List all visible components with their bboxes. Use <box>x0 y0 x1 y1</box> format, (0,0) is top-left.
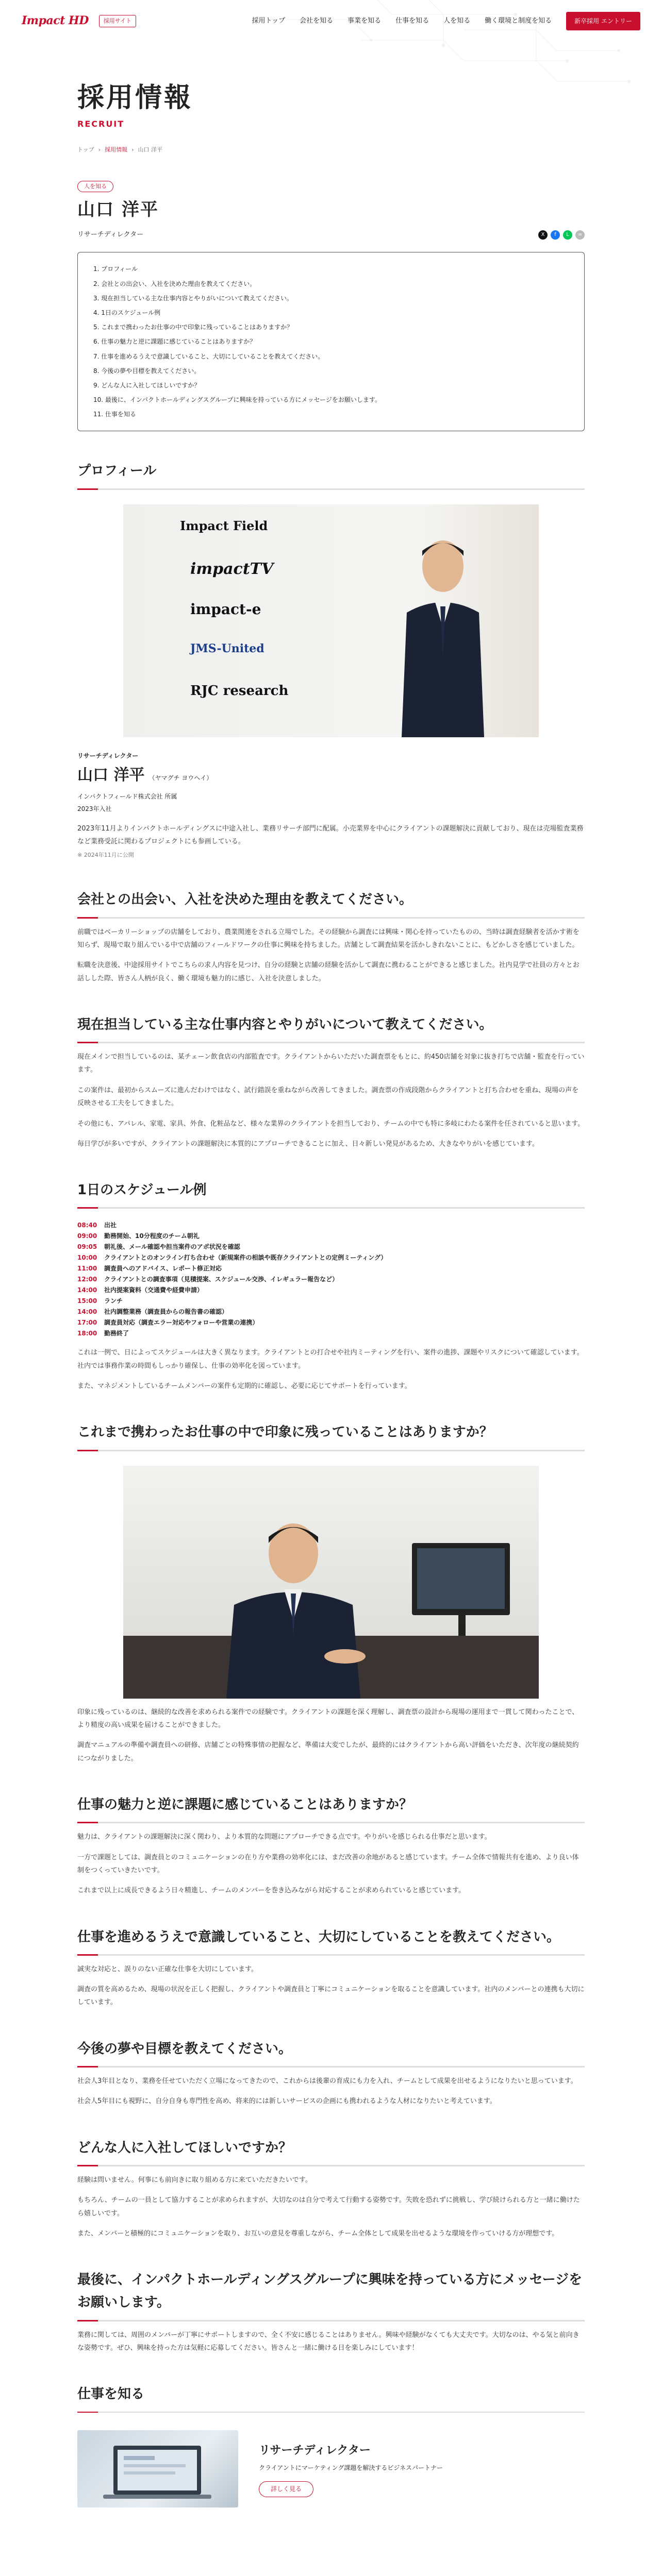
schedule-desc: クライアントとのオンライン打ち合わせ（新規案件の相談や既存クライアントとの定例ミーティング） <box>104 1254 387 1262</box>
schedule-time: 12:00 <box>77 1276 97 1283</box>
paragraph: もちろん、チームの一員として協力することが求められますが、大切なのは自分で考えて行動する姿勢です。失敗を恐れずに挑戦し、学び続けられる方と一緒に働けたら嬉しいです。 <box>77 2196 580 2217</box>
schedule-list <box>77 1220 585 1339</box>
paragraph: 毎日学びが多いですが、クライアントの課題解決に本質的にアプローチできることに加え、日々新しい発見があるため、大きなやりがいを感じています。 <box>77 1140 539 1148</box>
toc-item[interactable]: 6. 仕事の魅力と逆に課題に感じていることはありますか？ <box>93 338 256 346</box>
breadcrumb-current: 山口 洋平 <box>138 146 162 153</box>
schedule-row <box>77 1252 585 1263</box>
laptop-illustration <box>77 2430 238 2507</box>
schedule-row <box>77 1317 585 1328</box>
paragraph: また、マネジメントしているチームメンバーの案件も定期的に確認し、必要に応じてサポートを行っています。 <box>77 1382 411 1391</box>
paragraph: 経験は問いません。何事にも前向きに取り組める方に来ていただきたいです。 <box>77 2176 312 2184</box>
section-title-wanted: どんな人に入社してほしいですか？ <box>77 2137 585 2166</box>
profile-kana: （ヤマグチ ヨウヘイ） <box>148 774 213 782</box>
paragraph: 社会人3年目となり、業務を任せていただく立場になってきたので、これからは後輩の育成にも力を入れ、チームとして成果を出せるようになりたいと思っています。 <box>77 2077 577 2085</box>
section-title-schedule: 1日のスケジュール例 <box>77 1179 585 1209</box>
profile-photo <box>123 504 539 737</box>
paragraph: 調査の質を高めるため、現場の状況を正しく把握し、クライアントや調査員と丁寧にコミュニケーションを取ることを意識しています。社内のメンバーとの連携も大切にしています。 <box>77 1986 585 2007</box>
nav-recruit-top[interactable]: 採用トップ <box>252 16 286 25</box>
schedule-desc: 朝礼後、メール確認や担当案件のアポ状況を確認 <box>104 1243 240 1251</box>
article <box>77 155 585 2508</box>
section-title-mindset: 仕事を進めるうえで意識していること、大切にしていることを教えてください。 <box>77 1926 585 1956</box>
toc-item[interactable]: 8. 今後の夢や目標を教えてください。 <box>93 367 201 375</box>
schedule-time: 15:00 <box>77 1297 97 1305</box>
paragraph: これまで以上に成長できるよう日々精進し、チームのメンバーを巻き込みながら対応することが求められていると感じています。 <box>77 1887 466 1895</box>
link-copy-icon[interactable]: ∞ <box>575 230 585 240</box>
nav-people[interactable]: 人を知る <box>443 16 471 25</box>
schedule-desc: 調査員対応（調査エラー対応やフォローや営業の連携） <box>104 1319 259 1327</box>
schedule-desc: 勤務開始、10分程度のチーム朝礼 <box>104 1232 200 1240</box>
paragraph: 業務に関しては、周囲のメンバーが丁寧にサポートしますので、全く不安に感じることはありません。興味や経験がなくても大丈夫です。大切なのは、やる気と前向きな姿勢です。ぜひ、興味を持った方は気軽に応募してください。皆さんと一緒に働ける日を楽しみにしています！ <box>77 2331 580 2352</box>
nav-environment[interactable]: 働く環境と制度を知る <box>485 16 552 25</box>
schedule-desc: 社内調整業務（調査員からの報告書の確認） <box>104 1308 228 1316</box>
toc-item[interactable]: 1. プロフィール <box>93 265 138 273</box>
breadcrumb <box>0 145 662 155</box>
site-header <box>0 0 662 42</box>
paragraph: 前職ではベーカリーショップの店舗をしており、農業関連をされる立場でした。その経験から調査には興味・関心を持っていたものの、当時は調査経験者を活かす術を知らず、現場で取り組んでいる中で店舗のフィールドワークの仕事に興味を持ちました。店舗として調査結果を活かしきれないことに、もどかしさを感じていました。 <box>77 928 580 949</box>
job-card[interactable] <box>77 2430 585 2507</box>
breadcrumb-separator: › <box>98 146 101 153</box>
schedule-time: 09:05 <box>77 1243 97 1251</box>
schedule-row <box>77 1274 585 1285</box>
section-title-dream: 今後の夢や目標を教えてください。 <box>77 2038 585 2067</box>
toc-item[interactable]: 11. 仕事を知る <box>93 411 136 418</box>
global-nav <box>252 12 640 30</box>
nav-jobs[interactable]: 仕事を知る <box>395 16 429 25</box>
profile-name-text: 山口 洋平 <box>77 766 145 785</box>
paragraph: また、メンバーと積極的にコミュニケーションを取り、お互いの意見を尊重しながら、チーム全体として成果を出せるような環境を作っていける方が理想です。 <box>77 2229 559 2238</box>
toc-item[interactable]: 4. 1日のスケジュール例 <box>93 309 161 316</box>
schedule-time: 11:00 <box>77 1265 97 1273</box>
facebook-share-icon[interactable]: f <box>551 230 560 240</box>
profile-joined: 2023年入社 <box>77 805 112 813</box>
paragraph: この案件は、最初からスムーズに進んだわけではなく、試行錯誤を重ねながら改善してきました。調査票の作成段階からクライアントと打ち合わせを重ね、現場の声を反映させる工夫をしてきました。 <box>77 1086 579 1108</box>
line-share-icon[interactable]: L <box>563 230 572 240</box>
schedule-desc: 調査員へのアドバイス、レポート修正対応 <box>104 1265 222 1273</box>
breadcrumb-top[interactable]: トップ <box>77 146 94 153</box>
person-role-row <box>77 229 585 241</box>
toc-item[interactable]: 10. 最後に、インパクトホールディングスグループに興味を持っている方にメッセージをお願いします。 <box>93 396 381 404</box>
page-title: 採用情報 <box>77 82 193 113</box>
paragraph: 調査マニュアルの準備や調査員への研修、店舗ごとの特殊事情の把握など、準備は大変でしたが、最終的にはクライアントから高い評価をいただき、次年度の継続契約につながりました。 <box>77 1741 579 1762</box>
paragraph: 現在メインで担当しているのは、某チェーン飲食店の内部監査です。クライアントからいただいた調査票をもとに、約450店舗を対象に抜き打ちで店舗・監査を行っています。 <box>77 1053 585 1074</box>
category-tag[interactable]: 人を知る <box>77 181 113 193</box>
schedule-time: 09:00 <box>77 1232 97 1240</box>
logo-text: Impact HD <box>22 14 89 28</box>
schedule-desc: ランチ <box>104 1297 123 1305</box>
schedule-time: 14:00 <box>77 1286 97 1294</box>
paragraph: 魅力は、クライアントの課題解決に深く関わり、より本質的な問題にアプローチできる点です。やりがいを感じられる仕事だと思います。 <box>77 1833 491 1841</box>
paragraph: 転職を決意後、中途採用サイトでこちらの求人内容を見つけ、自分の経験と店舗の経験を活かして調査に携わることができると感じました。社内見学で社員の方々とお話しした際、皆さん人柄が良く、働く環境も魅力的に感じ、入社を決意しました。 <box>77 961 580 982</box>
schedule-row <box>77 1307 585 1317</box>
section-title-work: 現在担当している主な仕事内容とやりがいについて教えてください。 <box>77 1013 585 1043</box>
paragraph: これは一例で、日によってスケジュールは大きく異なります。クライアントとの打合せや社内ミーティングを行い、案件の進捗、課題やリスクについて確認しています。社内では事務作業の時間もしっかり確保し、仕事の効率化を図っています。 <box>77 1349 584 1370</box>
entry-button[interactable]: 新卒採用 エントリー <box>566 12 640 30</box>
schedule-time: 10:00 <box>77 1254 97 1262</box>
schedule-desc: 社内提案資料（交通費や経費申請） <box>104 1286 204 1294</box>
schedule-row <box>77 1296 585 1307</box>
sign-logo-line: impact-e <box>190 600 261 618</box>
breadcrumb-separator: › <box>131 146 134 153</box>
nav-company[interactable]: 会社を知る <box>300 16 334 25</box>
page-subtitle: RECRUIT <box>77 119 125 129</box>
person-role: リサーチディレクター <box>77 231 144 239</box>
toc-item[interactable]: 7. 仕事を進めるうえで意識していること、大切にしていることを教えてください。 <box>93 352 324 360</box>
schedule-time: 18:00 <box>77 1330 97 1337</box>
paragraph: 印象に残っているのは、継続的な改善を求められる案件での経験です。クライアントの課題を深く理解し、調査票の設計から現場の運用まで一貫して関わったことで、より精度の高い成果を届けることができました。 <box>77 1708 579 1729</box>
interview-scene <box>123 1466 539 1699</box>
section-title-impression: これまで携わったお仕事の中で印象に残っていることはありますか？ <box>77 1421 585 1451</box>
schedule-time: 14:00 <box>77 1308 97 1316</box>
person-name: 山口 洋平 <box>77 199 159 221</box>
sign-logo-line: Impact Field <box>180 518 268 533</box>
paragraph: 一方で課題としては、調査員とのコミュニケーションの在り方や業務の効率化には、まだ改善の余地があると感じています。チーム全体で情報共有を進め、より良い体制をつくっていきたいです。 <box>77 1853 579 1874</box>
profile-role: リサーチディレクター <box>77 752 139 759</box>
profile-company: インパクトフィールド株式会社 所属 <box>77 793 177 801</box>
section-title-jobs: 仕事を知る <box>77 2383 585 2413</box>
profile-note: ※ 2024年11月に公開 <box>77 851 134 858</box>
paragraph: その他にも、アパレル、家電、家具、外食、化粧品など、様々な業界のクライアントを担当しており、チームの中でも特に多岐にわたる案件を任されていると思います。 <box>77 1120 585 1128</box>
schedule-desc: クライアントとの調査事項（見積提案、スケジュール交渉、イレギュラー報告など） <box>104 1276 339 1283</box>
toc-item[interactable]: 9. どんな人に入社してほしいですか？ <box>93 381 201 389</box>
job-title: リサーチディレクター <box>259 2444 371 2458</box>
recruit-site-badge: 採用サイト <box>99 15 136 28</box>
profile-meta <box>77 790 585 815</box>
section-title-reason: 会社との出会い、入社を決めた理由を教えてください。 <box>77 888 585 918</box>
interview-photo <box>123 1466 539 1699</box>
breadcrumb-recruit[interactable]: 採用情報 <box>105 146 128 153</box>
schedule-row <box>77 1220 585 1231</box>
nav-business[interactable]: 事業を知る <box>347 16 382 25</box>
section-title-appeal: 仕事の魅力と逆に課題に感じていることはありますか？ <box>77 1793 585 1823</box>
toc-item[interactable]: 2. 会社との出会い、入社を決めた理由を教えてください。 <box>93 280 256 287</box>
schedule-desc: 出社 <box>104 1222 117 1229</box>
job-card-body <box>259 2441 443 2497</box>
share-buttons <box>538 230 585 240</box>
table-of-contents <box>77 252 585 431</box>
schedule-time: 17:00 <box>77 1319 97 1327</box>
site-logo[interactable] <box>22 11 136 30</box>
sign-logo-line: RJC research <box>190 683 289 699</box>
sign-logo-line: JMS-United <box>190 641 264 655</box>
profile-name <box>77 762 585 788</box>
paragraph: 誠実な対応と、誤りのない正確な仕事を大切にしています。 <box>77 1965 258 1973</box>
section-title-message: 最後に、インパクトホールディングスグループに興味を持っている方にメッセージをお願いします。 <box>77 2268 585 2321</box>
section-title-profile: プロフィール <box>77 460 585 489</box>
sign-logo-line: impactTV <box>190 560 274 578</box>
schedule-row <box>77 1231 585 1242</box>
schedule-row <box>77 1285 585 1296</box>
profile-bio: 2023年11月よりインパクトホールディングスに中途入社し、業務リサーチ部門に配属。小売業界を中心にクライアントの課題解決に貢献しており、現在は売場監査業務など業務受託に関わるプロジェクトにも参画している。 <box>77 825 584 846</box>
schedule-row <box>77 1263 585 1274</box>
toc-item[interactable]: 5. これまで携わったお仕事の中で印象に残っていることはありますか？ <box>93 324 293 331</box>
schedule-time: 08:40 <box>77 1222 97 1229</box>
schedule-desc: 勤務終了 <box>104 1330 129 1337</box>
paragraph: 社会人5年目にも視野に、自分自身も専門性を高め、将来的には新しいサービスの企画にも携われるような人材になりたいと考えています。 <box>77 2097 496 2106</box>
x-share-icon[interactable]: X <box>538 230 548 240</box>
job-description: クライアントにマーケティング課題を解決するビジネスパートナー <box>259 2464 443 2471</box>
schedule-row <box>77 1242 585 1252</box>
schedule-row <box>77 1328 585 1339</box>
job-card-image <box>77 2430 238 2507</box>
job-detail-button[interactable]: 詳しく見る <box>259 2481 313 2497</box>
toc-item[interactable]: 3. 現在担当している主な仕事内容とやりがいについて教えてください。 <box>93 294 293 302</box>
person-figure <box>391 525 494 737</box>
